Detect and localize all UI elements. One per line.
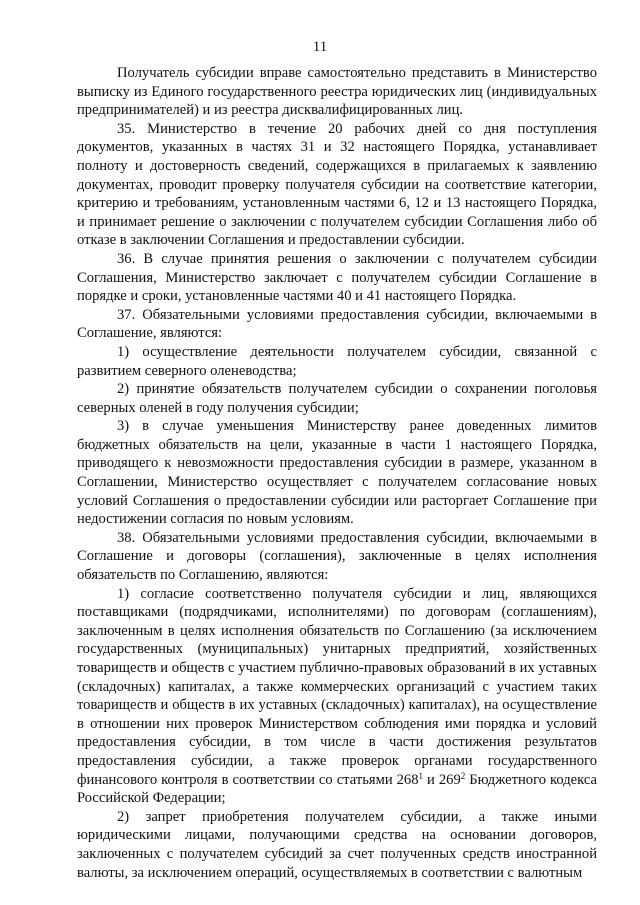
paragraph-35: 35. Министерство в течение 20 рабочих дней со дня поступления документов, указанных в частях 31 и 32 настоящего Порядка, устанавливает полноту и достоверность сведений, содержащихся в прилагаемых к заявлению документах, проводит проверку получателя субсидии на соответствие категории, критерию и требованиям, установленным частями 6, 12 и 13 настоящего Порядка, и принимает решение о заключении с получателем субсидии Соглашения либо об отказе в заключении Соглашения и предоставлении субсидии. [77,120,597,249]
paragraph-37-item-1: 1) осуществление деятельности получателем субсидии, связанной с развитием северного оленеводства; [77,343,597,379]
paragraph-intro: Получатель субсидии вправе самостоятельно представить в Министерство выписку из Единого государственного реестра юридических лиц (индивидуальных предпринимателей) и из реестра дисквалифицированных лиц. [77,65,597,119]
superscript-268-1: 1 [418,770,424,781]
page-number: 11 [312,39,328,55]
paragraph-37: 37. Обязательными условиями предоставления субсидии, включаемыми в Соглашение, являются: [77,306,597,342]
paragraph-37-item-2: 2) принятие обязательств получателем субсидии о сохранении поголовья северных оленей в году получения субсидии; [77,381,597,416]
superscript-269-2: 2 [460,770,466,781]
paragraph-38-item-1-text-b: и 269 [423,771,461,788]
document-body [77,64,597,882]
paragraph-38-item-1-text-c: Бюджетного кодекса Российской Федерации; [77,771,597,807]
paragraph-37-item-3: 3) в случае уменьшения Министерству ранее доведенных лимитов бюджетных обязательств на цели, указанные в части 1 настоящего Порядка, приводящего к невозможности предоставления субсидии в размере, указанном в Соглашении, Министерство осуществляет с получателем согласование новых условий Соглашения о предоставлении субсидии или расторгает Соглашение при недостижении согласия по новым условиям. [77,418,597,528]
paragraph-38: 38. Обязательными условиями предоставления субсидии, включаемыми в Соглашение и договоры (соглашения), заключенные в целях исполнения обязательств по Соглашению, являются: [77,529,597,584]
paragraph-36: 36. В случае принятия решения о заключении с получателем субсидии Соглашения, Министерство заключает с получателем субсидии Соглашение в порядке и сроки, установленные частями 40 и 41 настоящего Порядка. [77,250,597,305]
paragraph-38-item-1-text-a: 1) согласие соответственно получателя субсидии и лиц, являющихся поставщиками (подрядчиками, исполнителями) по договорам (соглашениям), заключенным в целях исполнения обязательств по Соглашению (за исключением государственных (муниципальных) унитарных предприятий, хозяйственных товариществ и обществ с участием публично-правовых образований в их уставных (складочных) капиталах, а также коммерческих организаций с участием таких товариществ и обществ в их уставных (складочных) капиталах), на осуществление в отношении них проверок Министерством соблюдения ими порядка и условий предоставления субсидии, в том числе в части достижения результатов предоставления субсидии, а также проверок органами государственного финансового контроля в соответствии со статьями 268 [77,585,597,788]
paragraph-38-item-1 [77,585,597,808]
paragraph-38-item-2: 2) запрет приобретения получателем субсидии, а также иными юридическими лицами, получающими средства на основании договоров, заключенных с получателем субсидий за счет полученных средств иностранной валюты, за исключением операций, осуществляемых в соответствии с валютным [77,808,597,881]
